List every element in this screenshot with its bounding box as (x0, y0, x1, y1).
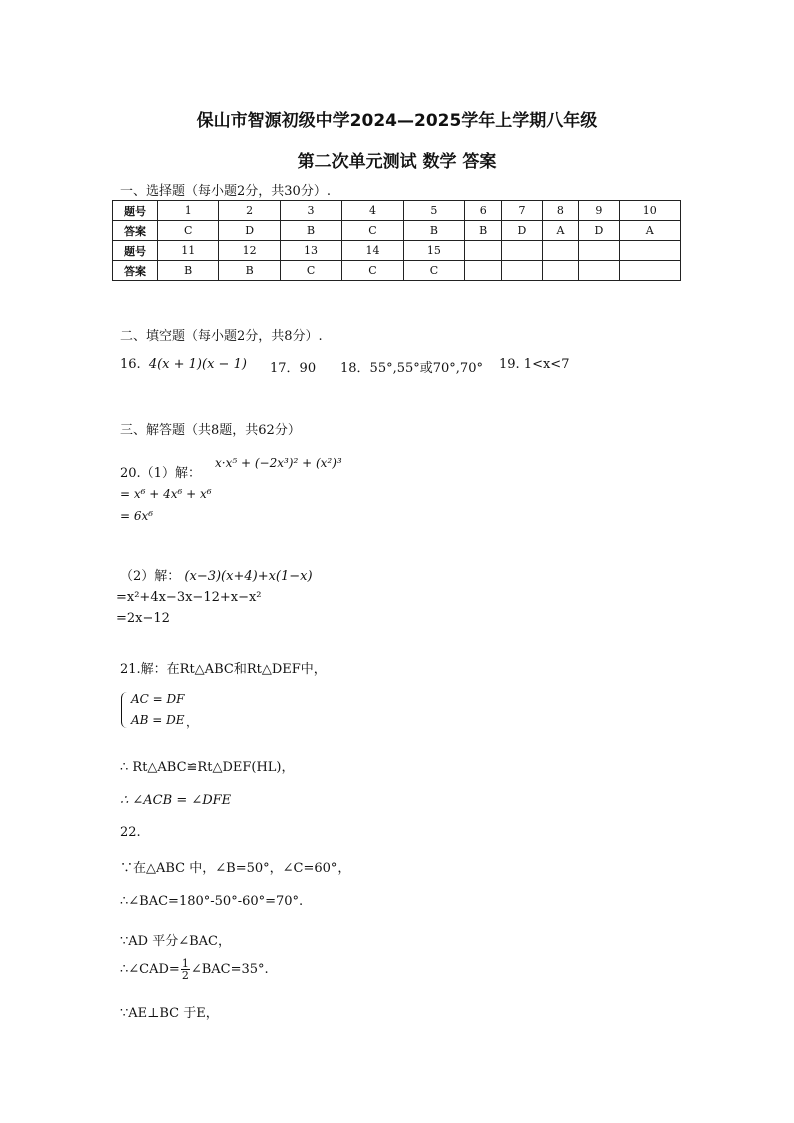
q22-step4-suffix: ∠BAC=35°. (190, 962, 269, 977)
q22-step3: ∵AD 平分∠BAC， (120, 934, 231, 949)
section1-heading: 一、选择题（每小题2分，共30分）. (120, 184, 331, 199)
document-title: 保山市智源初级中学2024—2025学年上学期八年级 (196, 111, 598, 131)
q21-condition-2: AB = DE (131, 713, 185, 727)
answer-cell: B (158, 261, 219, 281)
row-label-question: 题号 (113, 241, 158, 261)
answer-table (112, 200, 681, 281)
q16-row (120, 357, 247, 372)
question-number-row (113, 201, 681, 221)
question-number-cell: 1 (158, 201, 219, 221)
answer-cell: B (465, 221, 502, 241)
q22-step1: ∵在△ABC 中，∠B=50°，∠C=60°， (120, 861, 351, 876)
answer-cell (542, 261, 579, 281)
question-number-cell (542, 241, 579, 261)
answer-row (113, 261, 681, 281)
q22-step5: ∵AE⊥BC 于E， (120, 1006, 219, 1021)
question-number-cell: 13 (280, 241, 341, 261)
answer-cell (502, 261, 542, 281)
q21-intro: 21.解：在Rt△ABC和Rt△DEF中， (120, 662, 327, 677)
q20-part2-label: （2）解： (120, 569, 181, 584)
question-number-cell: 10 (619, 201, 681, 221)
question-number-cell: 9 (579, 201, 619, 221)
question-number-cell: 12 (219, 241, 280, 261)
question-number-cell: 3 (280, 201, 341, 221)
q16-label: 16. (120, 357, 141, 372)
answer-cell: D (579, 221, 619, 241)
question-number-cell: 14 (342, 241, 403, 261)
answer-cell: B (280, 221, 341, 241)
question-number-row (113, 241, 681, 261)
q20-part2-row (120, 565, 313, 584)
q20-part2-expression: (x−3)(x+4)+x(1−x) (184, 569, 313, 584)
q17-answer: 17．90 (270, 361, 317, 376)
q20-part1-step2: = 6x⁶ (120, 509, 154, 523)
answer-cell: A (542, 221, 579, 241)
answer-cell: C (158, 221, 219, 241)
row-label-answer: 答案 (113, 261, 158, 281)
question-number-cell (502, 241, 542, 261)
q21-condition-tail: ， (186, 715, 199, 729)
answer-cell (579, 261, 619, 281)
answer-cell: A (619, 221, 681, 241)
section2-heading: 二、填空题（每小题2分，共8分）. (120, 329, 323, 344)
answer-row (113, 221, 681, 241)
question-number-cell: 6 (465, 201, 502, 221)
question-number-cell: 2 (219, 201, 280, 221)
row-label-question: 题号 (113, 201, 158, 221)
question-number-cell: 5 (403, 201, 464, 221)
q18-answer: 18．55°,55°或70°,70° (340, 361, 483, 376)
q21-condition-1: AC = DF (131, 692, 185, 706)
answer-cell: B (403, 221, 464, 241)
question-number-cell: 8 (542, 201, 579, 221)
left-brace (121, 692, 128, 728)
q20-part1-step1: = x⁶ + 4x⁶ + x⁶ (120, 487, 212, 501)
q22-step4 (120, 958, 269, 981)
question-number-cell (465, 241, 502, 261)
section3-heading: 三、解答题（共8题，共62分） (120, 423, 301, 438)
answer-cell: D (219, 221, 280, 241)
q19-answer: 19. 1<x<7 (499, 357, 570, 372)
question-number-cell: 4 (342, 201, 403, 221)
document-subtitle: 第二次单元测试 数学 答案 (297, 152, 497, 172)
q22-step2: ∴∠BAC=180°-50°-60°=70°. (120, 894, 304, 909)
answer-cell: D (502, 221, 542, 241)
q21-congruence: ∴ Rt△ABC≌Rt△DEF(HL)， (120, 760, 295, 775)
row-label-answer: 答案 (113, 221, 158, 241)
question-number-cell (619, 241, 681, 261)
q20-part1-expression: x·x⁵ + (−2x³)² + (x²)³ (215, 456, 342, 470)
answer-cell: C (403, 261, 464, 281)
answer-cell: C (280, 261, 341, 281)
q20-part2-step2: =2x−12 (116, 611, 170, 626)
question-number-cell: 7 (502, 201, 542, 221)
answer-cell: C (342, 221, 403, 241)
q22-step4-prefix: ∴∠CAD= (120, 962, 180, 977)
question-number-cell (579, 241, 619, 261)
half-fraction: $\frac{1}{2}$ (181, 957, 189, 982)
q22-label: 22. (120, 825, 141, 840)
answer-cell (465, 261, 502, 281)
answer-cell: B (219, 261, 280, 281)
q21-conclusion: ∴ ∠ACB = ∠DFE (120, 793, 232, 808)
answer-cell (619, 261, 681, 281)
question-number-cell: 15 (403, 241, 464, 261)
answer-cell: C (342, 261, 403, 281)
question-number-cell: 11 (158, 241, 219, 261)
q20-part2-step1: =x²+4x−3x−12+x−x² (116, 590, 262, 605)
q16-answer: 4(x + 1)(x − 1) (148, 357, 247, 372)
q20-part1-label: 20.（1）解： (120, 466, 201, 481)
